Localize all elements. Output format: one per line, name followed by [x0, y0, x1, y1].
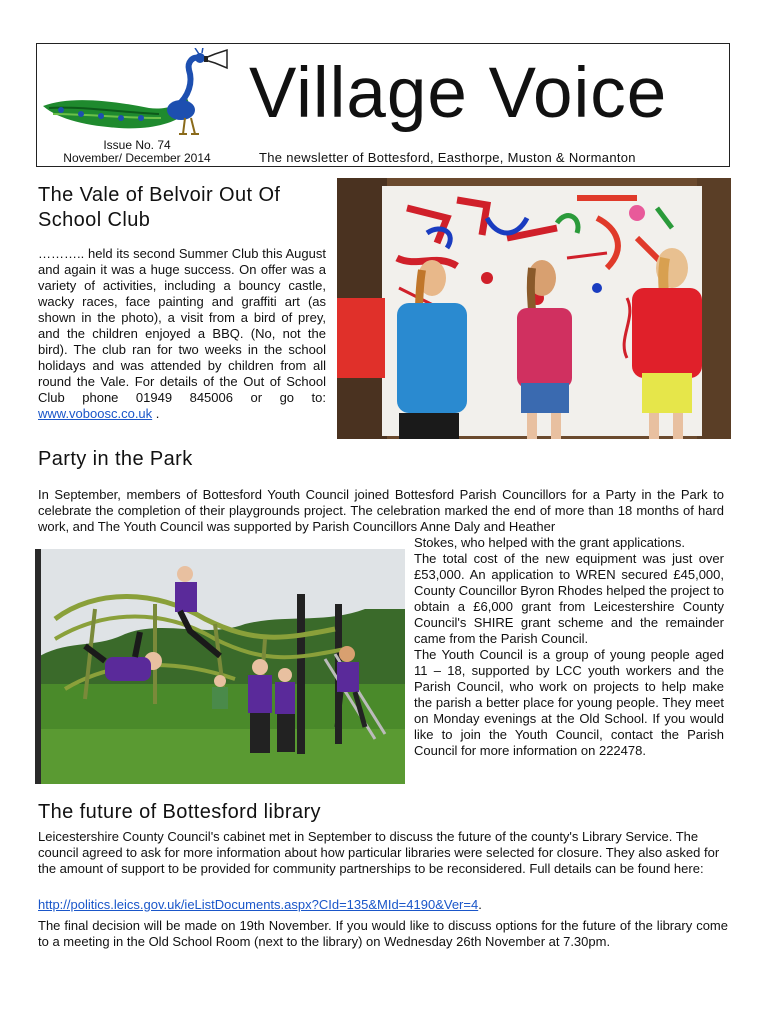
vale-body-end: . [152, 406, 160, 421]
politics-leics-link[interactable]: http://politics.leics.gov.uk/ieListDocuments.aspx?CId=135&MId=4190&Ver=4 [38, 897, 479, 912]
party-col-line1: Stokes, who helped with the grant applications. [414, 535, 686, 550]
library-heading: The future of Bottesford library [38, 801, 321, 823]
voboosc-link[interactable]: www.voboosc.co.uk [38, 406, 153, 421]
library-link-end: . [478, 897, 482, 912]
party-column [414, 535, 724, 759]
masthead [36, 43, 730, 167]
issue-number: Issue No. 74 [103, 138, 171, 152]
party-intro: In September, members of Bottesford Youth Council joined Bottesford Parish Councillors for a Party in the Park to celebrate the completion of their playgrounds project. The celebration marked the end of more than 18 months of hard work, and The Youth Council was supported by Parish Councillors Anne Daly and Heather [38, 487, 724, 534]
vale-body [38, 246, 326, 422]
library-link-line [38, 897, 482, 912]
playground-photo [35, 549, 405, 784]
graffiti-art-photo [337, 178, 731, 439]
newsletter-subtitle: The newsletter of Bottesford, Easthorpe, Muston & Normanton [259, 150, 636, 165]
peacock-megaphone-logo [39, 48, 229, 140]
party-col-para2: The Youth Council is a group of young people aged 11 – 18, supported by LCC youth workers and the Parish Council, who work on projects to help make the parish a better place for young people. They meet on Monday evenings at the Old School. If you would like to join the Youth Council, contact the Parish Council for more information on 222478. [414, 647, 724, 758]
vale-heading: The Vale of Belvoir Out Of School Club [38, 184, 281, 231]
party-heading: Party in the Park [38, 448, 193, 470]
library-final: The final decision will be made on 19th November. If you would like to discuss options for the future of the library come to a meeting in the Old School Room (next to the library) on Wednesday 26th November at 7.30pm. [38, 918, 728, 949]
issue-date: November/ December 2014 [63, 151, 211, 165]
party-col-para1: The total cost of the new equipment was just over £53,000. An application to WREN secured £45,000, County Councillor Byron Rhodes helped the project to obtain a £6,000 grant from Leicestershire County Council's SHIRE grant scheme and the remainder came from the Parish Council. [414, 551, 725, 646]
newsletter-title: Village Voice [249, 54, 668, 133]
vale-body-text: ……….. held its second Summer Club this August and again it was a huge success. On offer was a variety of activities, including a bouncy castle, wacky races, face painting and graffiti art (as shown in the photo), a visit from a bird of prey, and the children enjoyed a BBQ. (No, not the bird). The club ran for two weeks in the school holidays and was attended by children from all round the Vale. For details of the Out of School Club phone 01949 845006 or go to: [38, 246, 326, 405]
library-body: Leicestershire County Council's cabinet met in September to discuss the future of the county's Library Service. The council agreed to ask for more information about how particular libraries were selected for closure. They also asked for the amount of support to be provided for community partnerships to be reconsidered. Full details can be found here: [38, 829, 720, 876]
